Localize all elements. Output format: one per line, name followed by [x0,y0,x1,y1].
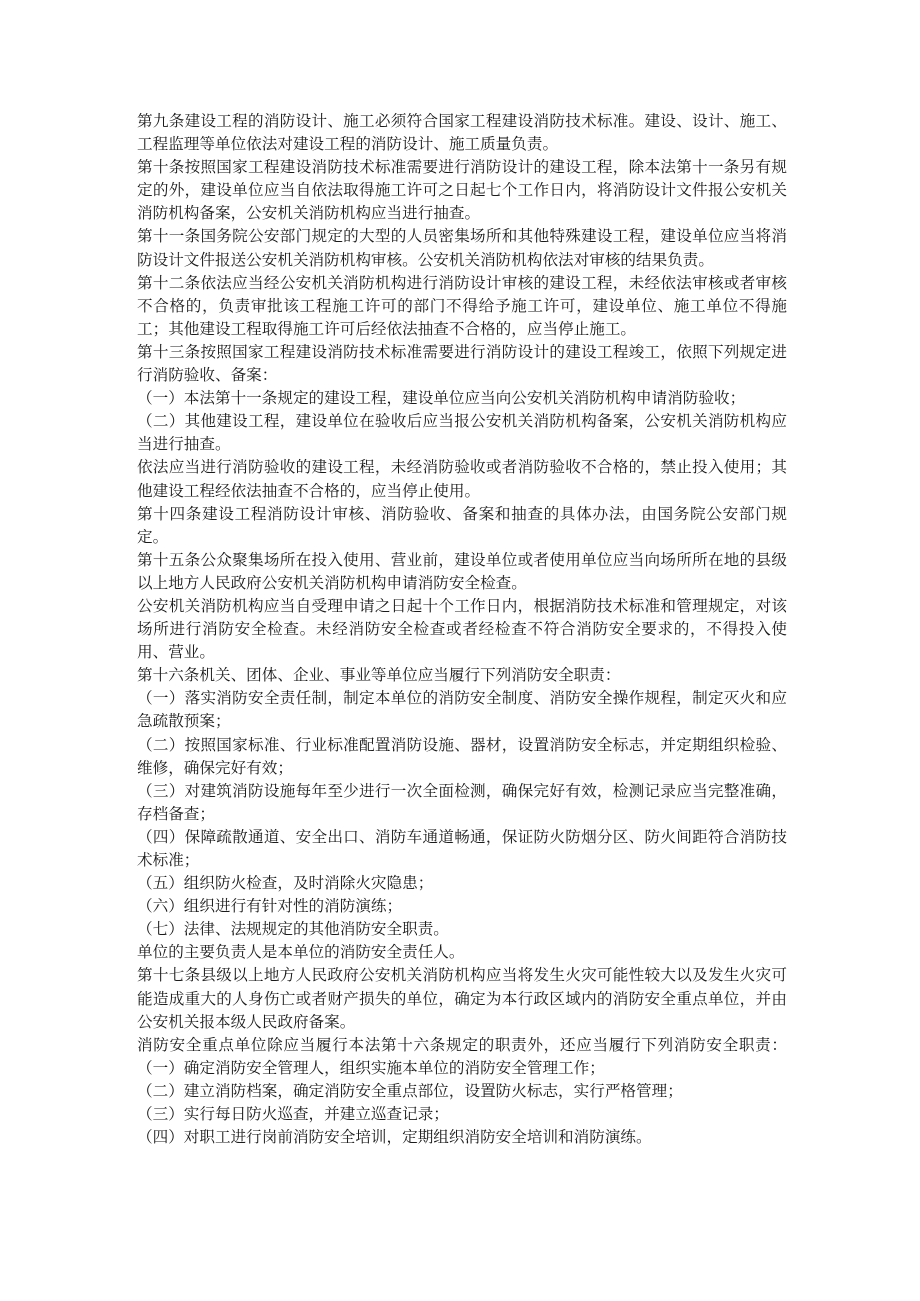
article-15-paragraph: 第十五条公众聚集场所在投入使用、营业前，建设单位或者使用单位应当向场所所在地的县级以上地方人民政府公安机关消防机构申请消防安全检查。 [137,550,787,592]
document-body [137,110,787,1149]
article-17-duties-item-2: （二）建立消防档案，确定消防安全重点部位，设置防火标志，实行严格管理； [137,1081,683,1100]
article-16-item-2: （二）按照国家标准、行业标准配置消防设施、器材，设置消防安全标志，并定期组织检验、维修，确保完好有效； [137,735,787,777]
article-14-paragraph: 第十四条建设工程消防设计审核、消防验收、备案和抽查的具体办法，由国务院公安部门规定。 [137,504,787,546]
article-16-item-4: （四）保障疏散通道、安全出口、消防车通道畅通，保证防火防烟分区、防火间距符合消防技术标准； [137,827,787,869]
article-9-paragraph: 第九条建设工程的消防设计、施工必须符合国家工程建设消防技术标准。建设、设计、施工、工程监理等单位依法对建设工程的消防设计、施工质量负责。 [137,112,787,154]
article-17-paragraph: 第十七条县级以上地方人民政府公安机关消防机构应当将发生火灾可能性较大以及发生火灾可能造成重大的人身伤亡或者财产损失的单位，确定为本行政区域内的消防安全重点单位，并由公安机关报本级人民政府备案。 [137,966,787,1031]
article-11-paragraph: 第十一条国务院公安部门规定的大型的人员密集场所和其他特殊建设工程，建设单位应当将消防设计文件报送公安机关消防机构审核。公安机关消防机构依法对审核的结果负责。 [137,227,787,269]
article-16-paragraph: 第十六条机关、团体、企业、事业等单位应当履行下列消防安全职责： [137,666,621,685]
article-16-item-7: （七）法律、法规规定的其他消防安全职责。 [137,920,449,939]
article-17-duties-item-4: （四）对职工进行岗前消防安全培训，定期组织消防安全培训和消防演练。 [137,1128,652,1147]
article-16-item-5: （五）组织防火检查，及时消除火灾隐患； [137,874,434,893]
article-15-note: 公安机关消防机构应当自受理申请之日起十个工作日内，根据消防技术标准和管理规定，对该场所进行消防安全检查。未经消防安全检查或者经检查不符合消防安全要求的，不得投入使用、营业。 [137,596,787,662]
article-16-item-3: （三）对建筑消防设施每年至少进行一次全面检测，确保完好有效，检测记录应当完整准确，存档备查； [137,781,787,823]
article-13-item-2: （二）其他建设工程，建设单位在验收后应当报公安机关消防机构备案，公安机关消防机构应当进行抽查。 [137,412,787,454]
article-10-paragraph: 第十条按照国家工程建设消防技术标准需要进行消防设计的建设工程，除本法第十一条另有规定的外，建设单位应当自依法取得施工许可之日起七个工作日内，将消防设计文件报公安机关消防机构备案，公安机关消防机构应当进行抽查。 [137,158,787,223]
article-13-note: 依法应当进行消防验收的建设工程，未经消防验收或者消防验收不合格的，禁止投入使用；其他建设工程经依法抽查不合格的，应当停止使用。 [137,458,787,500]
article-16-note: 单位的主要负责人是本单位的消防安全责任人。 [137,943,465,962]
article-12-paragraph: 第十二条依法应当经公安机关消防机构进行消防设计审核的建设工程，未经依法审核或者审核不合格的，负责审批该工程施工许可的部门不得给予施工许可，建设单位、施工单位不得施工；其他建设工程取得施工许可后经依法抽查不合格的，应当停止施工。 [137,273,787,338]
article-13-item-1: （一）本法第十一条规定的建设工程，建设单位应当向公安机关消防机构申请消防验收； [137,389,746,408]
article-16-item-6: （六）组织进行有针对性的消防演练； [137,897,403,916]
article-16-item-1: （一）落实消防安全责任制，制定本单位的消防安全制度、消防安全操作规程，制定灭火和应急疏散预案； [137,689,787,731]
article-17-duties-item-1: 消防安全重点单位除应当履行本法第十六条规定的职责外，还应当履行下列消防安全职责：（一）确定消防安全管理人，组织实施本单位的消防安全管理工作； [137,1035,787,1077]
article-13-paragraph: 第十三条按照国家工程建设消防技术标准需要进行消防设计的建设工程竣工，依照下列规定进行消防验收、备案： [137,342,787,385]
article-17-duties-item-3: （三）实行每日防火巡查，并建立巡查记录； [137,1105,449,1124]
